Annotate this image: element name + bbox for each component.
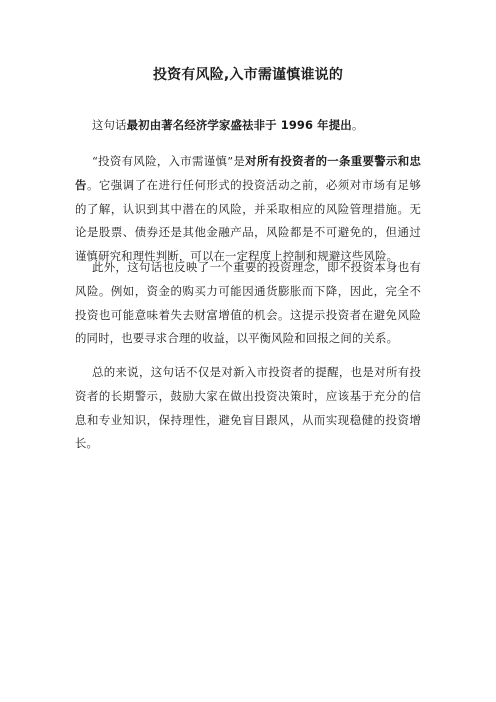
paragraph-1-end: 。 <box>351 118 364 132</box>
document-title: 投资有风险,入市需谨慎谁说的 <box>152 67 344 83</box>
paragraph-2-body: 。它强调了在进行任何形式的投资活动之前，必须对市场有足够的了解，认识到其中潜在的风险，并采取相应的风险管理措施。无论是股票、债券还是其他金融产品，风险都是不可避免的，但通过谨慎研究和理性判断，可以在一定程度上控制和规避这些风险。 <box>75 177 422 264</box>
paragraph-2 <box>75 150 421 269</box>
paragraph-1-intro: 这句话 <box>92 118 127 132</box>
paragraph-1-emphasis: 最初由著名经济学家盛祛非于 1996 年提出 <box>126 118 352 132</box>
paragraph-4: 总的来说，这句话不仅是对新入市投资者的提醒，也是对所有投资者的长期警示，鼓励大家在做出投资决策时，应该基于充分的信息和专业知识，保持理性，避免盲目跟风，从而实现稳健的投资增长。 <box>75 365 421 451</box>
paragraph-1 <box>75 114 421 138</box>
paragraph-2-intro: “投资有风险，入市需谨慎”是 <box>92 154 246 168</box>
paragraph-3: 此外，这句话也反映了一个重要的投资理念，即不投资本身也有风险。例如，资金的购买力可能因通货膨胀而下降，因此，完全不投资也可能意味着失去财富增值的机会。这提示投资者在避免风险的同时，也要寻求合理的收益，以平衡风险和回报之间的关系。 <box>75 260 421 346</box>
paragraph-2-emphasis: 对所有投资者的一条重要警示和忠告 <box>75 154 421 192</box>
